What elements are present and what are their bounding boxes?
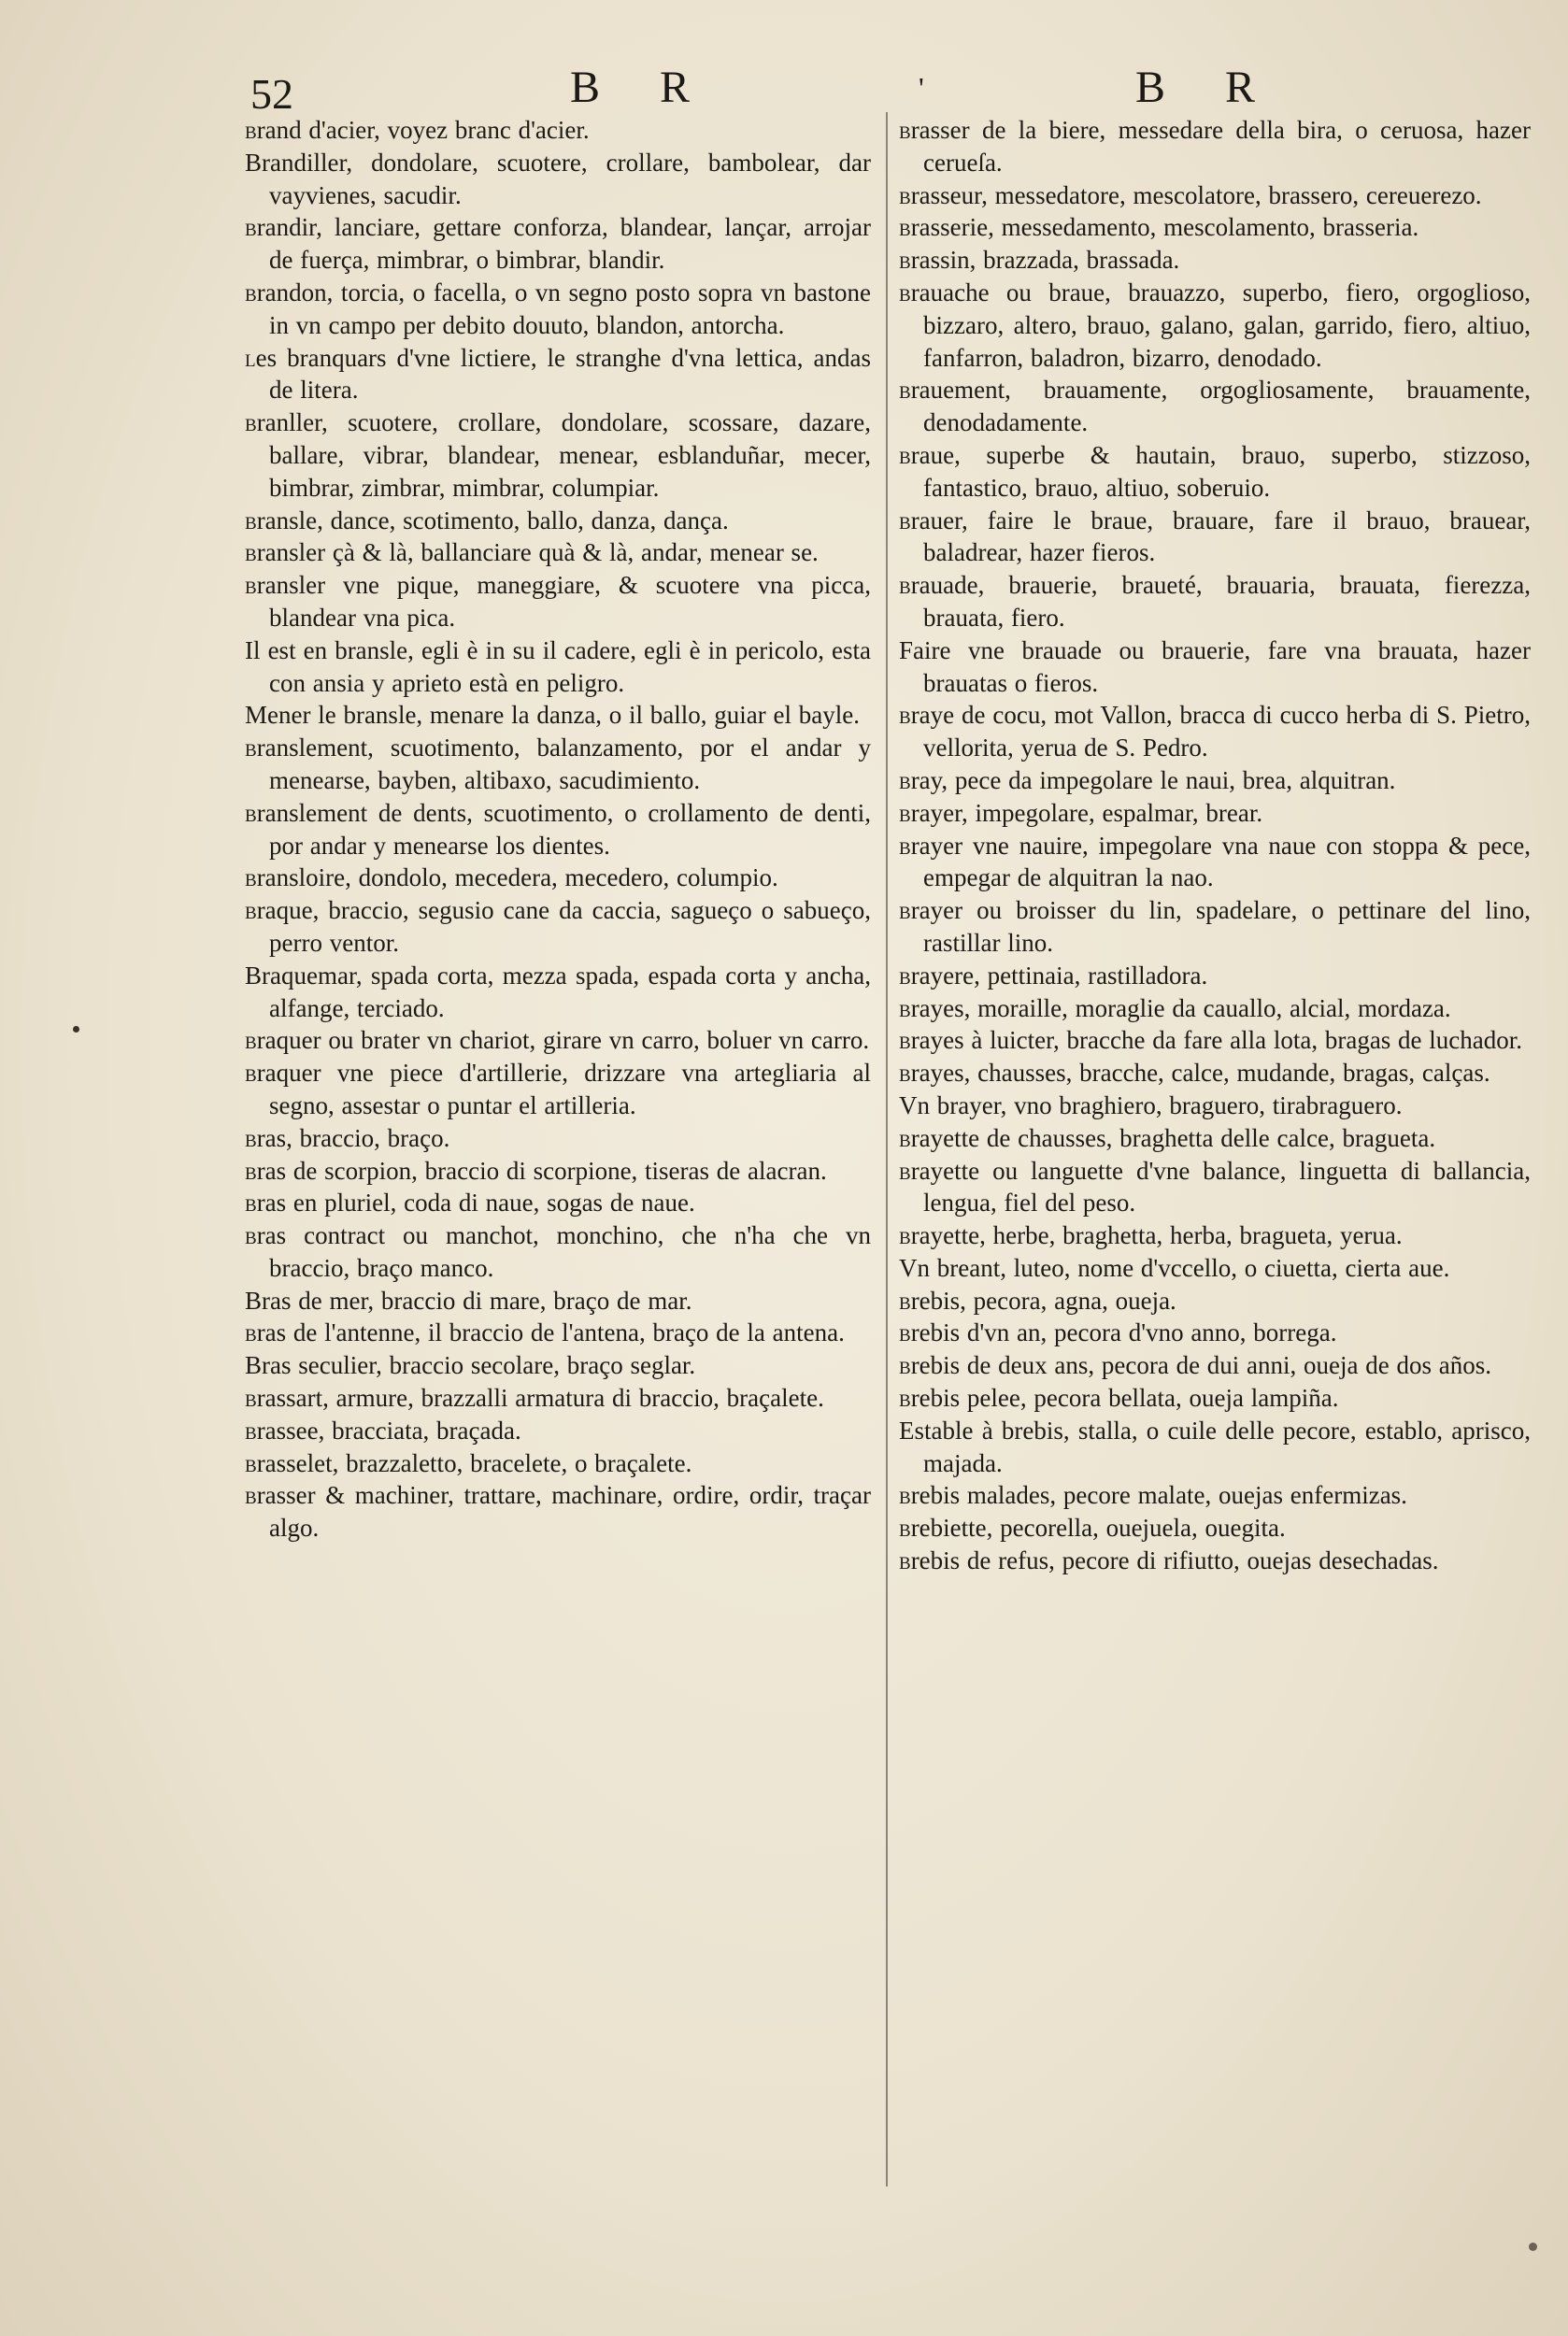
dictionary-entry: brayes à luicter, bracche da fare alla lota, bragas de luchador.	[899, 1026, 1523, 1055]
dictionary-entry: brayer vne nauire, impegolare vna naue con stoppa & pece, empegar de alquitran la nao.	[899, 831, 1531, 892]
dictionary-entry: brauache ou braue, brauazzo, superbo, fiero, orgoglioso, bizzaro, altero, brauo, galano, galan, garrido, fiero, altiuo, fanfarron, baladron, bizarro, denodado.	[899, 278, 1531, 372]
dictionary-entry: Bras de mer, braccio di mare, braço de mar.	[245, 1286, 692, 1315]
dictionary-entry: bras, braccio, braço.	[245, 1123, 450, 1152]
dictionary-entry: bras de scorpion, braccio di scorpione, tiseras de alacran.	[245, 1156, 827, 1185]
running-head-left: B R	[570, 63, 715, 112]
ink-spot	[1529, 2243, 1537, 2251]
running-head-right: B R	[1135, 63, 1280, 112]
dictionary-entry: brebis de refus, pecore di rifiutto, ouejas desechadas.	[899, 1546, 1439, 1575]
dictionary-entry: les branquars d'vne lictiere, le stranghe d'vna lettica, andas de litera.	[245, 343, 871, 405]
dictionary-entry: brayes, chausses, bracche, calce, mudande, bragas, calças.	[899, 1059, 1490, 1088]
dictionary-entry: brauade, brauerie, braueté, brauaria, brauata, fierezza, brauata, fiero.	[899, 571, 1531, 632]
dictionary-entry: brassee, bracciata, braçada.	[245, 1416, 521, 1445]
dictionary-entry: Vn breant, luteo, nome d'vccello, o ciuetta, cierta aue.	[899, 1253, 1450, 1282]
dictionary-entry: braquer vne piece d'artillerie, drizzare vna artegliaria al segno, assestar o puntar el artilleria.	[245, 1059, 871, 1119]
dictionary-entry: branslement, scuotimento, balanzamento, por el andar y menearse, bayben, altibaxo, sacudimiento.	[245, 734, 871, 794]
dictionary-entry: brasserie, messedamento, mescolamento, brasseria.	[899, 213, 1419, 242]
dictionary-entry: brebis d'vn an, pecora d'vno anno, borrega.	[899, 1318, 1337, 1347]
dictionary-entry: Il est en bransle, egli è in su il cadere, egli è in pericolo, esta con ansia y aprieto està en peligro.	[245, 635, 871, 697]
dictionary-entry: brebis, pecora, agna, oueja.	[899, 1286, 1176, 1315]
dictionary-entry: brand d'acier, voyez branc d'acier.	[245, 116, 590, 144]
dictionary-entry: brebis de deux ans, pecora de dui anni, oueja de dos años.	[899, 1351, 1491, 1380]
dictionary-entry: brebis malades, pecore malate, ouejas enfermizas.	[899, 1481, 1407, 1510]
dictionary-entry: bransler çà & là, ballanciare quà & là, andar, menear se.	[245, 538, 819, 567]
dictionary-entry: braue, superbe & hautain, brauo, superbo, stizzoso, fantastico, brauo, altiuo, soberuio.	[899, 440, 1531, 502]
dictionary-entry: brayette, herbe, braghetta, herba, bragueta, yerua.	[899, 1221, 1403, 1250]
dictionary-entry: brandir, lanciare, gettare conforza, blandear, lançar, arrojar de fuerça, mimbrar, o bimbrar, blandir.	[245, 213, 871, 275]
dictionary-entry: brauement, brauamente, orgogliosamente, brauamente, denodadamente.	[899, 376, 1531, 437]
left-column	[245, 114, 871, 1545]
dictionary-entry: branslement de dents, scuotimento, o crollamento de denti, por andar y menearse los dientes.	[245, 798, 871, 860]
dictionary-entry: brebis pelee, pecora bellata, oueja lampiña.	[899, 1384, 1339, 1413]
dictionary-entry: braquer ou brater vn chariot, girare vn carro, boluer vn carro.	[245, 1026, 870, 1055]
ink-spot	[73, 1026, 79, 1033]
dictionary-entry: bray, pece da impegolare le naui, brea, alquitran.	[899, 765, 1396, 794]
dictionary-entry: Vn brayer, vno braghiero, braguero, tirabraguero.	[899, 1090, 1403, 1119]
dictionary-entry: Faire vne brauade ou brauerie, fare vna brauata, hazer brauatas o fieros.	[899, 635, 1531, 697]
column-divider	[886, 112, 888, 2186]
page-number: 52	[250, 70, 293, 118]
dictionary-entry: Estable à brebis, stalla, o cuile delle pecore, establo, aprisco, majada.	[899, 1416, 1531, 1477]
dictionary-entry: brandon, torcia, o facella, o vn segno posto sopra vn bastone in vn campo per debito douuto, blandon, antorcha.	[245, 278, 871, 339]
right-column	[899, 114, 1531, 1577]
dictionary-entry: brasser & machiner, trattare, machinare, ordire, ordir, traçar algo.	[245, 1481, 871, 1543]
dictionary-entry: Braquemar, spada corta, mezza spada, espada corta y ancha, alfange, terciado.	[245, 961, 871, 1022]
running-head-mark: '	[919, 71, 924, 105]
dictionary-entry: brayette ou languette d'vne balance, linguetta di ballancia, lengua, fiel del peso.	[899, 1156, 1531, 1218]
dictionary-entry: brassart, armure, brazzalli armatura di braccio, braçalete.	[245, 1384, 824, 1413]
dictionary-entry: brayere, pettinaia, rastilladora.	[899, 961, 1208, 990]
dictionary-entry: brebiette, pecorella, ouejuela, ouegita.	[899, 1514, 1286, 1543]
dictionary-entry: brassin, brazzada, brassada.	[899, 246, 1180, 275]
dictionary-entry: Bras seculier, braccio secolare, braço seglar.	[245, 1351, 696, 1380]
dictionary-entry: brayer ou broisser du lin, spadelare, o pettinare del lino, rastillar lino.	[899, 896, 1531, 957]
dictionary-entry: bras contract ou manchot, monchino, che n'ha che vn braccio, braço manco.	[245, 1221, 871, 1282]
dictionary-entry: bransloire, dondolo, mecedera, mecedero, columpio.	[245, 863, 778, 892]
dictionary-entry: bransle, dance, scotimento, ballo, danza, dança.	[245, 506, 729, 534]
dictionary-entry: branller, scuotere, crollare, dondolare, scossare, dazare, ballare, vibrar, blandear, menear, esblanduñar, mecer, bimbrar, zimbrar, mimbrar, columpiar.	[245, 408, 871, 502]
dictionary-entry: brayette de chausses, braghetta delle calce, bragueta.	[899, 1123, 1436, 1152]
dictionary-entry: braye de cocu, mot Vallon, bracca di cucco herba di S. Pietro, vellorita, yerua de S. Pedro.	[899, 701, 1531, 762]
dictionary-entry: Brandiller, dondolare, scuotere, crollare, bambolear, dar vayvienes, sacudir.	[245, 148, 871, 209]
dictionary-entry: brayer, impegolare, espalmar, brear.	[899, 798, 1263, 827]
dictionary-entry: bransler vne pique, maneggiare, & scuotere vna picca, blandear vna pica.	[245, 571, 871, 632]
dictionary-entry: brasseur, messedatore, mescolatore, brassero, cereuerezo.	[899, 180, 1482, 209]
dictionary-entry: brasser de la biere, messedare della bira, o ceruosa, hazer cerueſa.	[899, 116, 1531, 177]
dictionary-entry: brayes, moraille, moraglie da cauallo, alcial, mordaza.	[899, 993, 1451, 1022]
dictionary-entry: brauer, faire le braue, brauare, fare il brauo, brauear, baladrear, hazer fieros.	[899, 506, 1531, 567]
dictionary-entry: braque, braccio, segusio cane da caccia, sagueço o sabueço, perro ventor.	[245, 896, 871, 957]
dictionary-entry: Mener le bransle, menare la danza, o il ballo, guiar el bayle.	[245, 701, 860, 730]
dictionary-entry: bras en pluriel, coda di naue, sogas de naue.	[245, 1189, 695, 1218]
dictionary-entry: brasselet, brazzaletto, bracelete, o braçalete.	[245, 1448, 692, 1477]
dictionary-entry: bras de l'antenne, il braccio de l'antena, braço de la antena.	[245, 1318, 845, 1347]
